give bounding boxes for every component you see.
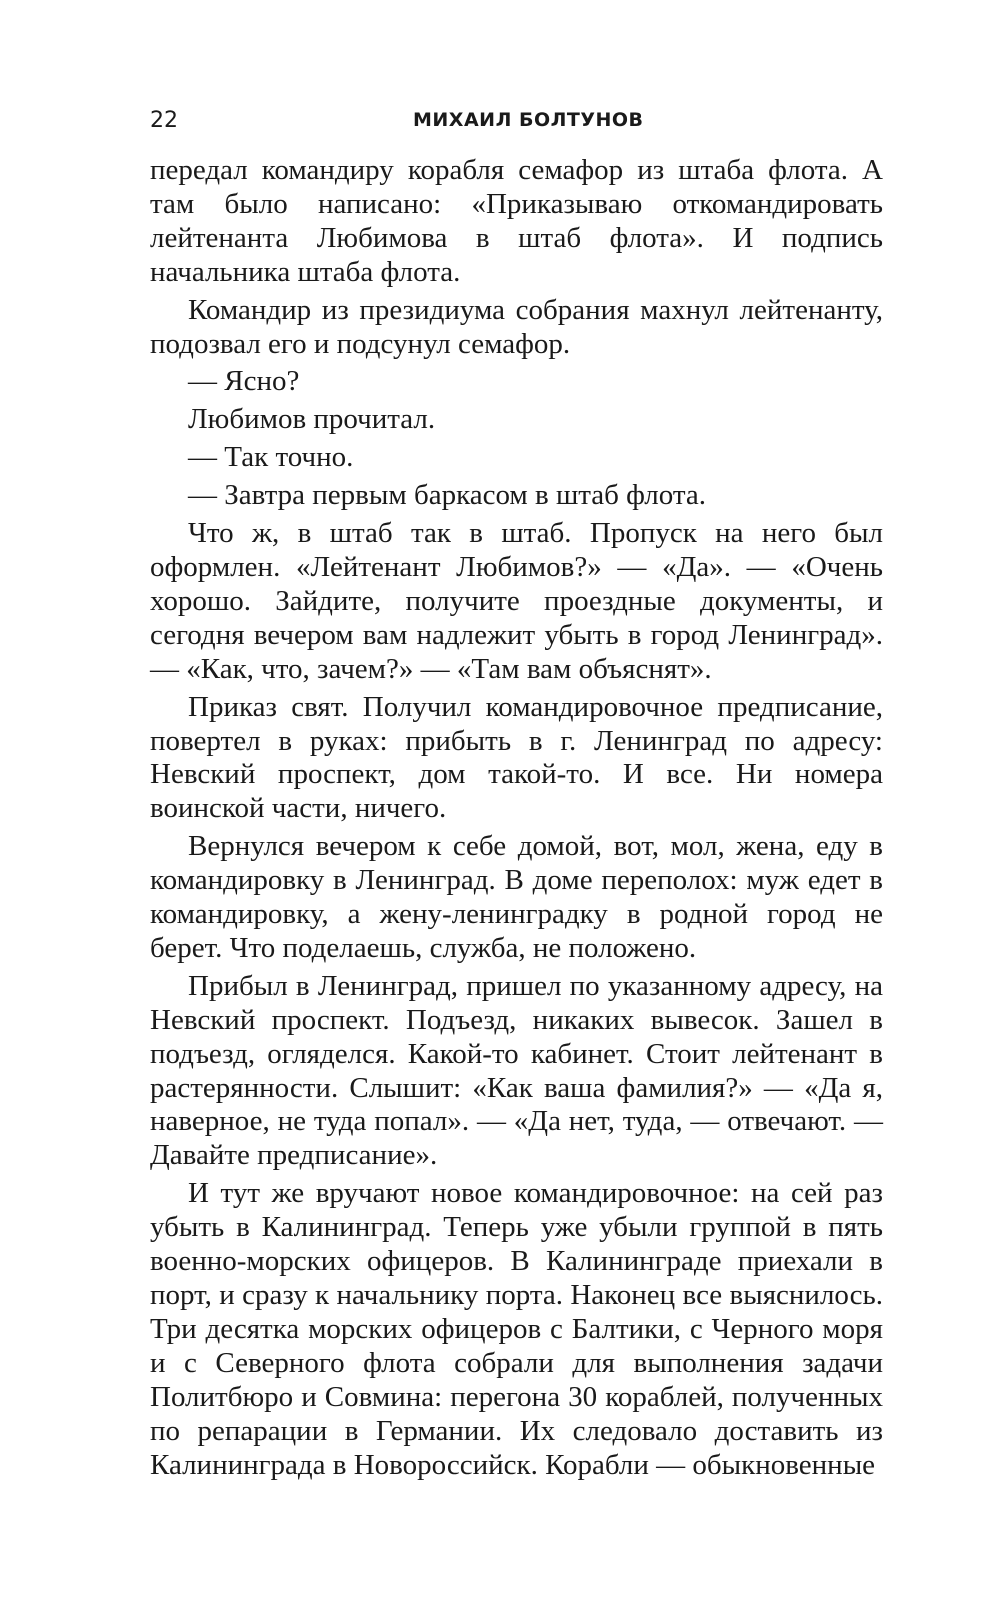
paragraph: Прибыл в Ленинград, пришел по указанному адресу, на Невский проспект. Подъезд, никаких вывесок. Зашел в подъезд, огляделся. Какой-то кабинет. Стоит лейтенант в растерянности. Слышит: «Как ваша фамилия?» — «Да я, наверное, не туда попал». — «Да нет, туда, — отвечают. — Давайте предписание». [150, 969, 883, 1172]
dialogue-line: — Так точно. [188, 441, 354, 474]
book-page [150, 100, 883, 1486]
paragraph: Любимов прочитал. [188, 403, 436, 436]
paragraph: Приказ свят. Получил командировочное предписание, повертел в руках: прибыть в г. Ленинград по адресу: Невский проспект, дом такой-то. И все. Ни номера воинской части, ничего. [150, 690, 883, 825]
body-text [150, 154, 883, 1482]
running-head [150, 100, 883, 140]
dialogue-line: — Ясно? [188, 365, 300, 398]
dialogue-line: — Завтра первым баркасом в штаб флота. [188, 479, 706, 512]
paragraph: Командир из президиума собрания махнул лейтенанту, подозвал его и подсунул семафор. [150, 293, 883, 360]
page-number: 22 [150, 108, 178, 133]
paragraph: Что ж, в штаб так в штаб. Пропуск на него был оформлен. «Лейтенант Любимов?» — «Да». — «Очень хорошо. Зайдите, получите проездные документы, и сегодня вечером вам надлежит убыть в город Ленинград». — «Как, что, зачем?» — «Там вам объяснят». [150, 517, 883, 685]
running-head-author: МИХАИЛ БОЛТУНОВ [413, 109, 644, 131]
paragraph: Вернулся вечером к себе домой, вот, мол, жена, еду в командировку в Ленинград. В доме переполох: муж едет в командировку, а жену-ленинградку в родной город не берет. Что поделаешь, служба, не положено. [150, 830, 883, 964]
paragraph-continuation: передал командиру корабля семафор из штаба флота. А там было написано: «Приказываю откомандировать лейтенанта Любимова в штаб флота». И подпись начальника штаба флота. [150, 154, 883, 288]
paragraph: И тут же вручают новое командировочное: на сей раз убыть в Калининград. Теперь уже убыли группой в пять военно-морских офицеров. В Калининграде приехали в порт, и сразу к начальнику порта. Наконец все выяснилось. Три десятка морских офицеров с Балтики, с Черного моря и с Северного флота собрали для выполнения задачи Политбюро и Совмина: перегона 30 кораблей, полученных по репарации в Германии. Их следовало доставить из Калининграда в Новороссийск. Корабли — обыкновенные [150, 1177, 883, 1481]
